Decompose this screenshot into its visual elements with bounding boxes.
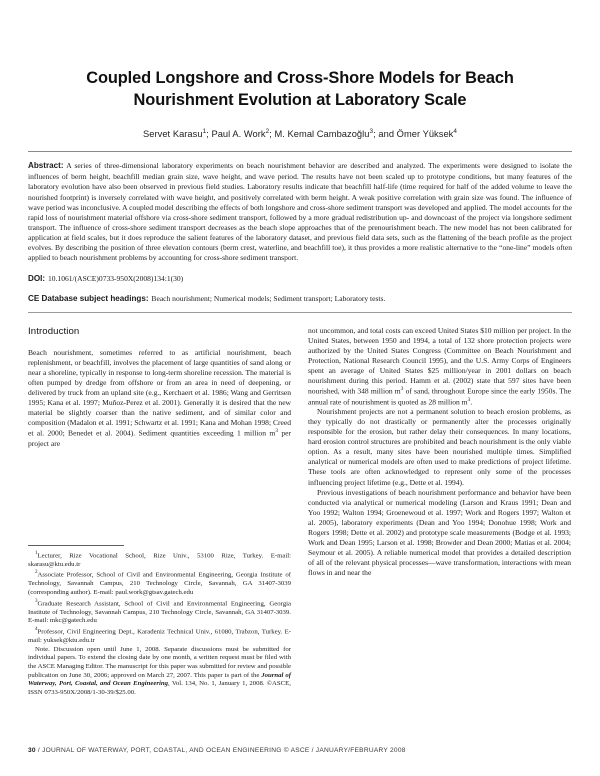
keywords-line (28, 294, 572, 305)
author-list: Servet Karasu$^1$; Paul A. Work$^2$; M. Kemal Cambazoğlu$^3$; and Ömer Yüksek$^4$ (143, 128, 457, 140)
footer-page-number: 30 (28, 747, 36, 754)
footnote-item: $^2$Associate Professor, School of Civil and Environmental Engineering, Georgia Institute of Technology, Savannah Campus, 210 Technology Circle, Savannah, GA 31407-3039 (corresponding author). E-mail: paul.work@gtsav.gatech.edu (28, 569, 291, 597)
paragraph: not uncommon, and total costs can exceed United States $10 million per project. In the United States, between 1950 and 1994, a total of 132 shore protection projects were authorized by the United States Congress (Committee on Beach Nourishment and Protection, National Research Council 1995), and the U.S. Army Corps of Engineers spent an average of United States $25 million/year in 2001 dollars on beach nourishment during this period. Hamm et al. (2002) state that 597 sites have been nourished, with 348 million $m^3$ of sand, throughout Europe since the early 1950s. The annual rate of nourishment is quoted as 28 million $m^3$. (308, 325, 572, 407)
paragraph: Beach nourishment, sometimes referred to as artificial nourishment, beach replenishment, or beachfill, involves the placement of large quantities of sand along or near a shoreline, typically in response to long-term shoreline recession. The material is often pumped by dredge from offshore or from an area in need of deepening, or delivered by truck from an upland site (e.g., Kerchaert et al. 1986; Wang and Gerritsen 1995; Kana et al. 1997; Muñoz-Perez et al. 2001). Generally it is desired that the new material be slightly coarser than the native sediment, and of similar color and composition (Madalon et al. 1991; Schwartz et al. 1991; Kana and Mohan 1998; Creed et al. 2000; Benedet et al. 2004). Sediment quantities exceeding 1 million $m^3$ per project are (28, 347, 291, 448)
two-column-body (28, 326, 572, 698)
footer-journal-info: / JOURNAL OF WATERWAY, PORT, COASTAL, AND OCEAN ENGINEERING © ASCE / JANUARY/FEBRUARY 2008 (35, 747, 406, 754)
title-block (28, 28, 572, 139)
page-title: Coupled Longshore and Cross-Shore Models for Beach Nourishment Evolution at Laboratory Scale (86, 69, 514, 109)
divider-above-abstract (28, 151, 572, 152)
footnote-item: $^4$Professor, Civil Engineering Dept., Karadeniz Technical Univ., 61080, Trabzon, Turkey. E-mail: yuksek@ktu.edu.tr (28, 625, 291, 644)
section-heading-introduction: Introduction (28, 325, 80, 337)
doi-line (28, 274, 572, 285)
footnote-note: Note. Discussion open until June 1, 2008. Separate discussions must be submitted for individual papers. To extend the closing date by one month, a written request must be filed with the ASCE Managing Editor. The manuscript for this paper was submitted for review and possible publication on June 30, 2006; approved on March 27, 2007. This paper is part of the Journal of Waterway, Port, Coastal, and Ocean Engineering, Vol. 134, No. 1, January 1, 2008. ©ASCE, ISSN 0733-950X/2008/1-30-39/$25.00. (28, 645, 291, 696)
page-footer (28, 747, 572, 754)
abstract-body: A series of three-dimensional laboratory experiments on beach nourishment behavior are described and analyzed. The experiments were designed to isolate the influences of berm height, beachfill median grain size, wave height, and wave period. The results have not been scaled up to prototype conditions, but many features of the laboratory evolution have also been observed in previous field studies. Laboratory results indicate that beachfill half-life (time required for half of the added volume to leave the nourished footprint) is inversely correlated with wave height, and positively correlated with berm height. A weak positive correlation with grain size was found. The influence of wave period was inconclusive. A coupled model describing the effects of both longshore and cross-shore sediment transport was developed and applied. The model accounts for the rapid loss of nourishment material offshore via cross-shore sediment transport, followed by a more gradual redistribution up- and downcoast of the project via longshore sediment transport. The influence of cross-shore sediment transport decreases as the beach slope approaches that of the prenourishment beach. The new model has not been calibrated for application at field scales, but it does reproduce the salient features of the laboratory dataset, and previous field data sets, such as the flattening of the beach profile as the project evolves. By describing the position of three elevation contours (berm crest, waterline, and beachfill toe), it thus provides a more realistic alternative to the “one-line” models often applied to beach nourishment problems by accounting for cross-shore sediment transport. (28, 161, 572, 263)
keywords-value: Beach nourishment; Numerical models; Sediment transport; Laboratory tests. (149, 294, 386, 304)
doi-value[interactable]: 10.1061/(ASCE)0733-950X(2008)134:1(30) (46, 273, 184, 283)
divider-below-keywords (28, 312, 572, 313)
footnote-item: $^1$Lecturer, Rize Vocational School, Rize Univ., 53100 Rize, Turkey. E-mail: skarasu@ktu.edu.tr (28, 549, 291, 568)
doi-label: DOI: (28, 273, 46, 283)
keywords-label: CE Database subject headings: (28, 294, 149, 304)
left-column (28, 326, 291, 698)
right-column (308, 326, 571, 698)
abstract-block (28, 161, 572, 304)
footnotes-block (28, 545, 291, 698)
paragraph: Previous investigations of beach nourishment performance and behavior have been conducted via analytical or numerical modeling (Larson and Kraus 1991; Dean and Yoo 1992; Walton 1994; Groenewoud et al. 1997; Work and Rogers 1997; Walton et al. 2005), laboratory experiments (Dean and Yoo 1994; Donohue 1998; Work and Rogers 1998; Dette et al. 2002) and prototype scale measurements (Bodge et al. 1993; Work and Dean 1995; Larson et al. 1998; Browder and Dean 2000; Matias et al. 2004; Seymour et al. 2005). A reliable numerical model that provides a detailed description of all of the relevant physical processes—wave transformation, interactions with mean flows in and near the (308, 487, 571, 578)
abstract-label: Abstract: (28, 161, 64, 171)
abstract-paragraph (28, 161, 572, 263)
footnote-divider (28, 545, 124, 546)
paragraph: Nourishment projects are not a permanent solution to beach erosion problems, as they typically do not drastically or permanently alter the processes originally responsible for the erosion, but rather delay their consequences. In many locations, hard erosion control structures are prohibited and beach nourishment is the only viable option. As a result, many sites have been nourished multiple times. Simplified analytical or numerical models are often used to make predictions of project lifetime. These tools are often acknowledged to represent only some of the processes influencing project lifetime (e.g., Dette et al. 1994). (308, 407, 571, 487)
footnote-item: $^3$Graduate Research Assistant, School of Civil and Environmental Engineering, Georgia Institute of Technology, Savannah Campus, 210 Technology Circle, Savannah, GA 31407-3039. E-mail: mkc@gatech.edu (28, 597, 291, 625)
